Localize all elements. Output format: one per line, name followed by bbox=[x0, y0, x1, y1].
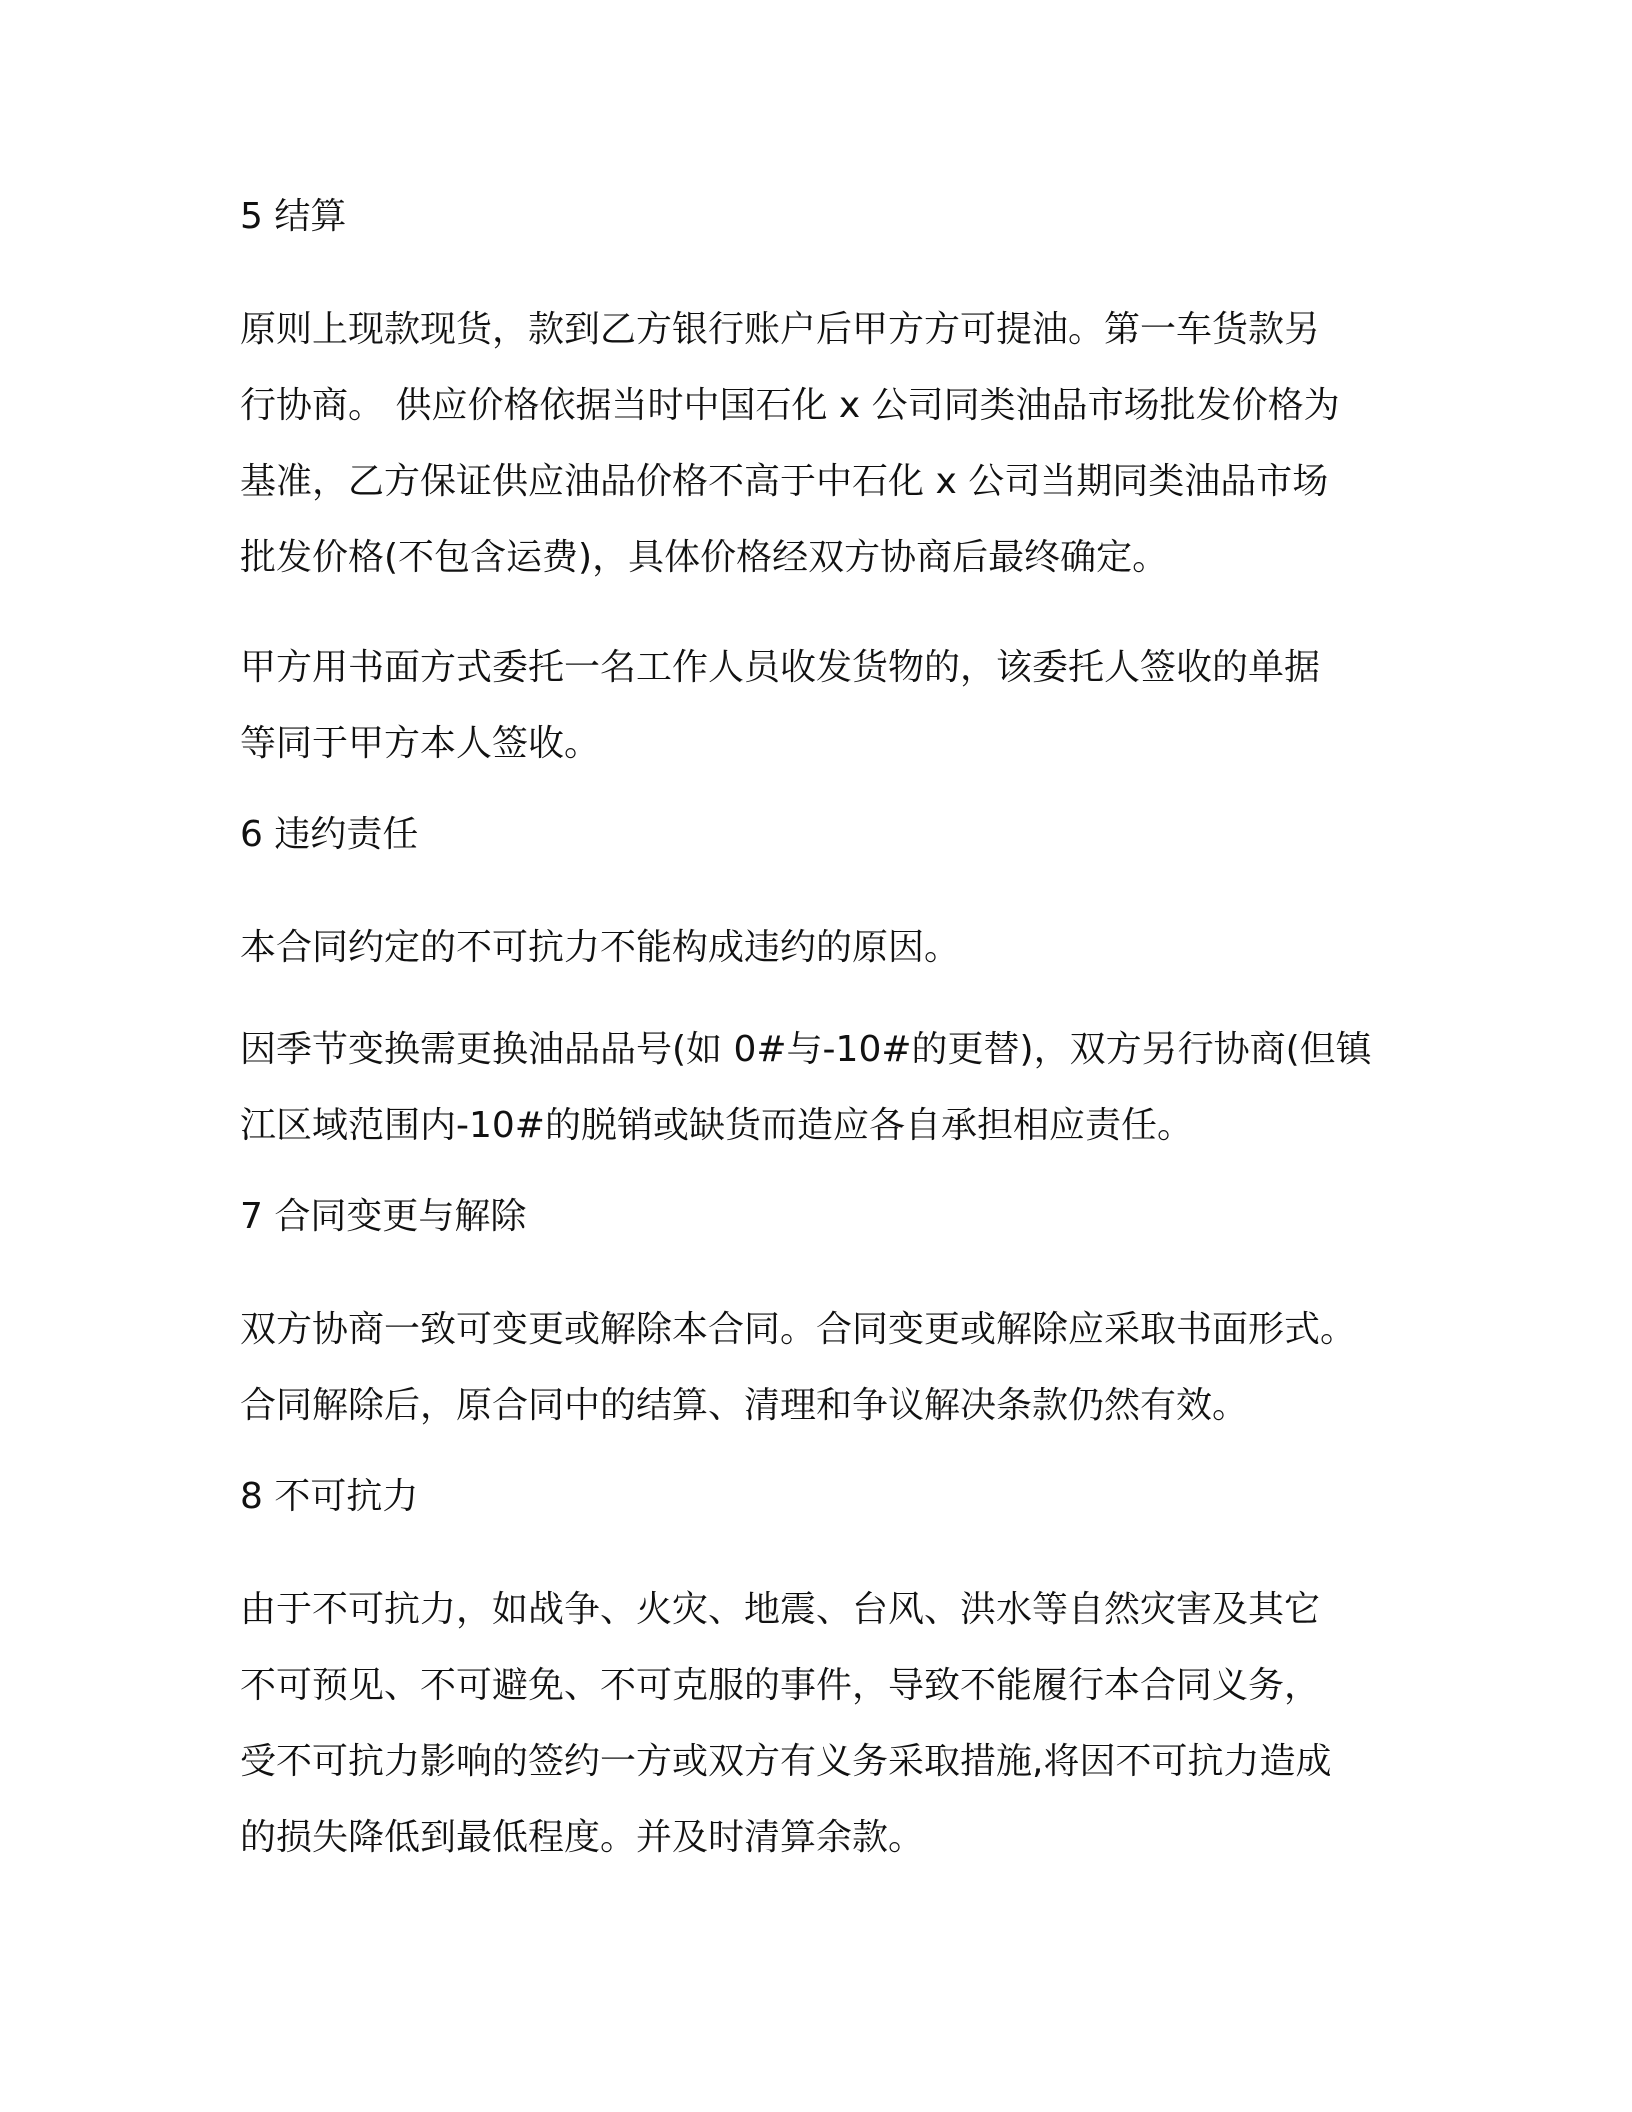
paragraph-change-terms: 双方协商一致可变更或解除本合同。合同变更或解除应采取书面形式。 合同解除后，原合同中的结算、清理和争议解决条款仍然有效。 bbox=[240, 1309, 1357, 1426]
document-body bbox=[240, 190, 1390, 1910]
section-heading-force-majeure: 8 不可抗力 bbox=[240, 1476, 419, 1517]
section-heading-breach: 6 违约责任 bbox=[240, 814, 419, 855]
paragraph-breach-force-majeure: 本合同约定的不可抗力不能构成违约的原因。 bbox=[240, 927, 961, 968]
paragraph-settlement-terms: 原则上现款现货，款到乙方银行账户后甲方方可提油。第一车货款另 行协商。 供应价格依据当时中国石化 x 公司同类油品市场批发价格为 基准，乙方保证供应油品价格不高于中石化 x 公司当期同类油品市场 批发价格(不包含运费)，具体价格经双方协商后最终确定。 bbox=[240, 309, 1340, 578]
paragraph-force-majeure-terms: 由于不可抗力，如战争、火灾、地震、台风、洪水等自然灾害及其它 不可预见、不可避免、不可克服的事件，导致不能履行本合同义务， 受不可抗力影响的签约一方或双方有义务采取措施,将因不可抗力造成 的损失降低到最低程度。并及时清算余款。 bbox=[240, 1589, 1332, 1858]
section-heading-change: 7 合同变更与解除 bbox=[240, 1196, 527, 1237]
paragraph-breach-season: 因季节变换需更换油品品号(如 0#与-10#的更替)，双方另行协商(但镇 江区域范围内-10#的脱销或缺货而造应各自承担相应责任。 bbox=[240, 1029, 1372, 1146]
paragraph-settlement-delegate: 甲方用书面方式委托一名工作人员收发货物的，该委托人签收的单据 等同于甲方本人签收。 bbox=[240, 647, 1321, 764]
section-heading-settlement: 5 结算 bbox=[240, 196, 347, 237]
